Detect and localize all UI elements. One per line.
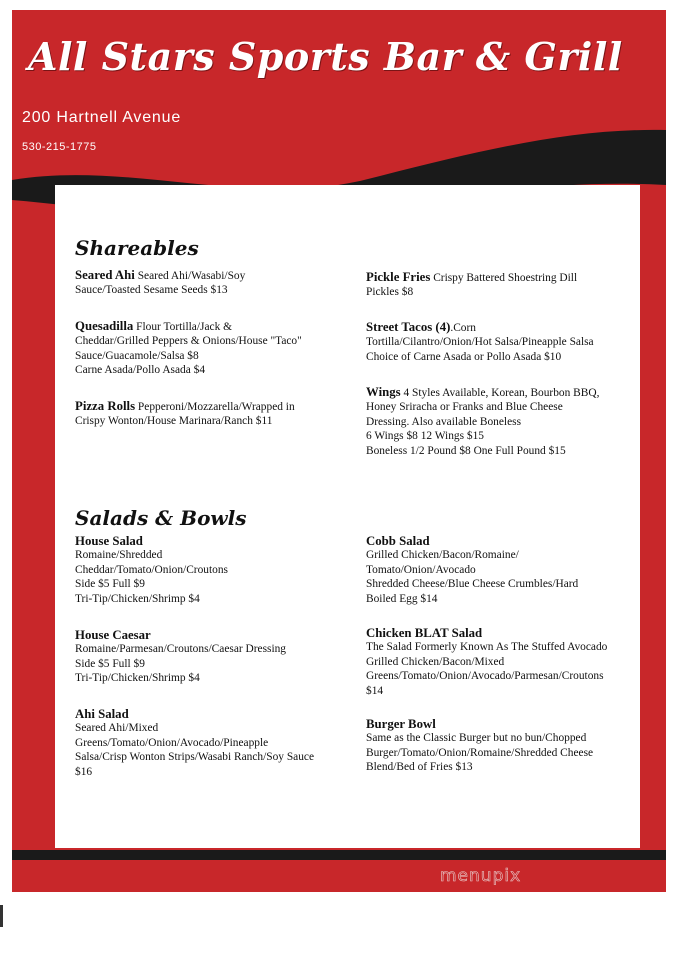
item-desc: Flour Tortilla/Jack &	[136, 321, 232, 333]
item-desc: 4 Styles Available, Korean, Bourbon BBQ,	[403, 387, 600, 399]
footer-band	[12, 850, 666, 860]
menu-item-house-salad	[75, 534, 228, 606]
item-desc: Crispy Battered Shoestring Dill	[433, 272, 578, 284]
section-title-shareables: Shareables	[75, 236, 199, 260]
item-desc: Sauce/Toasted Sesame Seeds $13	[75, 284, 228, 297]
item-price: $16	[75, 765, 93, 778]
item-desc: .Corn	[450, 322, 476, 334]
item-name: Ahi Salad	[75, 707, 129, 721]
menu-item-house-caesar	[75, 628, 286, 686]
item-price: Side $5 Full $9	[75, 657, 145, 670]
item-name: Seared Ahi	[75, 268, 135, 282]
restaurant-phone: 530-215-1775	[22, 141, 97, 153]
item-price: Boneless 1/2 Pound $8 One Full Pound $15	[366, 444, 566, 457]
menu-item-chicken-blat-salad	[366, 626, 607, 698]
item-desc: Romaine/Parmesan/Croutons/Caesar Dressing	[75, 643, 287, 656]
item-name: Chicken BLAT Salad	[366, 626, 483, 640]
scan-edge-mark	[0, 905, 3, 927]
item-desc: Seared Ahi/Mixed	[75, 722, 159, 735]
section-title-salads-bowls: Salads & Bowls	[75, 506, 247, 530]
item-addon: Carne Asada/Pollo Asada $4	[75, 364, 206, 377]
item-desc: Seared Ahi/Wasabi/Soy	[137, 270, 246, 282]
item-price: $14	[366, 684, 384, 697]
menu-item-pizza-rolls	[75, 399, 295, 429]
menu-item-burger-bowl	[366, 717, 593, 775]
item-desc: Romaine/Shredded	[75, 549, 163, 562]
item-name: Wings	[366, 385, 401, 399]
item-desc: Tortilla/Cilantro/Onion/Hot Salsa/Pineapple Salsa	[366, 336, 594, 349]
item-desc: Tomato/Onion/Avocado	[366, 563, 476, 576]
item-name: Street Tacos (4)	[366, 320, 451, 334]
item-desc: Pickles $8	[366, 286, 414, 299]
item-desc: Greens/Tomato/Onion/Avocado/Parmesan/Croutons	[366, 670, 604, 683]
item-price: Sauce/Guacamole/Salsa $8	[75, 349, 199, 362]
item-desc: Shredded Cheese/Blue Cheese Crumbles/Hard	[366, 578, 579, 591]
item-name: Pickle Fries	[366, 270, 431, 284]
menu-item-seared-ahi	[75, 268, 245, 298]
menu-item-cobb-salad	[366, 534, 578, 606]
item-desc: Cheddar/Grilled Peppers & Onions/House "Taco"	[75, 335, 302, 348]
menu-item-quesadilla	[75, 319, 302, 378]
item-price: Choice of Carne Asada or Pollo Asada $10	[366, 350, 562, 363]
item-desc: Cheddar/Tomato/Onion/Croutons	[75, 563, 228, 576]
menupix-watermark: menupix	[440, 866, 522, 886]
restaurant-name: All Stars Sports Bar & Grill	[28, 34, 623, 79]
item-desc: Salsa/Crisp Wonton Strips/Wasabi Ranch/Soy Sauce	[75, 751, 315, 764]
item-name: Quesadilla	[75, 319, 134, 333]
item-price: Boiled Egg $14	[366, 592, 438, 605]
menu-item-ahi-salad	[75, 707, 314, 779]
item-name: House Salad	[75, 534, 143, 548]
item-addon: Tri-Tip/Chicken/Shrimp $4	[75, 592, 200, 605]
item-addon: Tri-Tip/Chicken/Shrimp $4	[75, 672, 200, 685]
menu-item-wings	[366, 385, 599, 458]
item-desc: Burger/Tomato/Onion/Romaine/Shredded Cheese	[366, 746, 594, 759]
item-desc: Pepperoni/Mozzarella/Wrapped in	[137, 401, 295, 413]
item-desc: Honey Sriracha or Franks and Blue Cheese	[366, 401, 563, 414]
item-desc: The Salad Formerly Known As The Stuffed Avocado	[366, 641, 608, 654]
item-name: House Caesar	[75, 628, 151, 642]
item-desc: Greens/Tomato/Onion/Avocado/Pineapple	[75, 736, 269, 749]
item-price: Blend/Bed of Fries $13	[366, 761, 473, 774]
item-desc: Crispy Wonton/House Marinara/Ranch $11	[75, 415, 273, 428]
item-name: Cobb Salad	[366, 534, 430, 548]
item-desc: Dressing. Also available Boneless	[366, 415, 522, 428]
restaurant-address: 200 Hartnell Avenue	[22, 109, 182, 126]
item-name: Pizza Rolls	[75, 399, 136, 413]
item-price: 6 Wings $8 12 Wings $15	[366, 430, 484, 443]
item-price: Side $5 Full $9	[75, 578, 145, 591]
item-name: Burger Bowl	[366, 717, 436, 731]
item-desc: Same as the Classic Burger but no bun/Chopped	[366, 732, 587, 745]
item-desc: Grilled Chicken/Bacon/Romaine/	[366, 549, 519, 562]
menu-item-street-tacos	[366, 320, 594, 364]
menu-item-pickle-fries	[366, 270, 577, 300]
item-desc: Grilled Chicken/Bacon/Mixed	[366, 655, 505, 668]
